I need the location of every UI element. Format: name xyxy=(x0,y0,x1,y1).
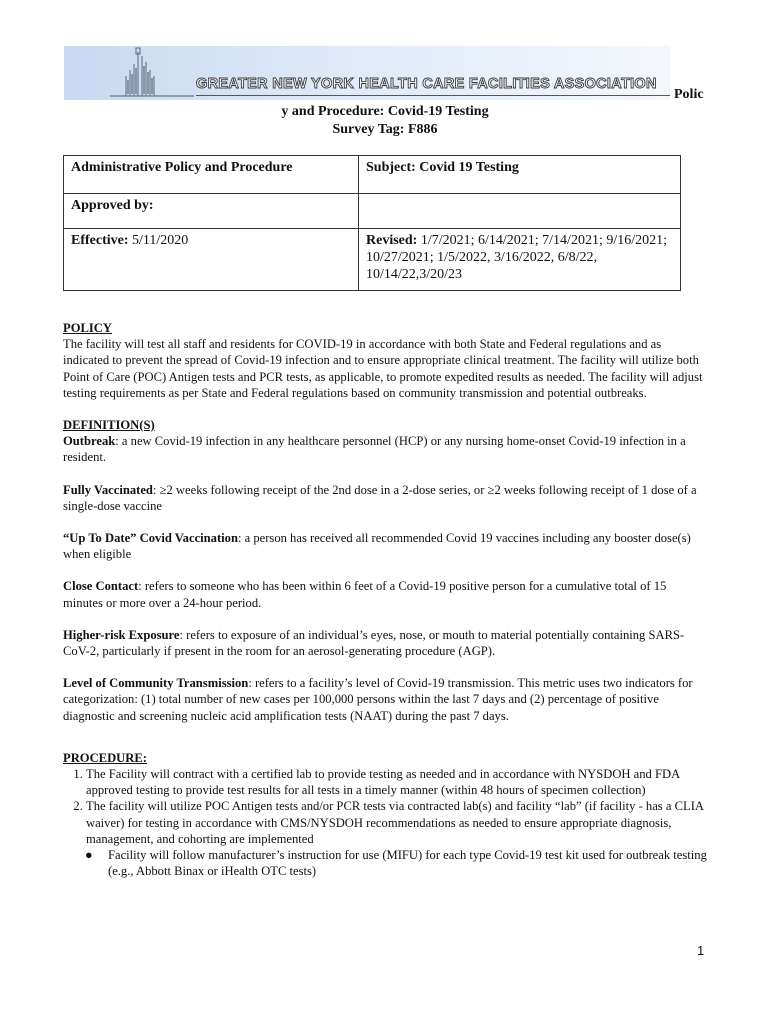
page-number: 1 xyxy=(697,943,705,958)
table-cell xyxy=(359,194,681,229)
bullet-text: Facility will follow manufacturer’s instruction for use (MIFU) for each type Covid-19 test kit used for outbreak testing (e.g., Abbott Binax or iHealth OTC tests) xyxy=(108,848,707,879)
list-item: 1. The Facility will contract with a certified lab to provide testing as needed and in accordance with NYSDOH and FDA approved testing to provide test results for all tests in a timely manner (within 48 hours of specimen collection) xyxy=(86,766,709,798)
definition-text: : refers to exposure of an individual’s eyes, nose, or mouth to material potentially containing SARS-CoV-2, particularly if present in the room for an aerosol-generating procedure (AGP). xyxy=(63,627,685,659)
definition-text: : ≥2 weeks following receipt of the 2nd dose in a 2-dose series, or ≥2 weeks following receipt of 1 dose of a single-dose vaccine xyxy=(63,482,697,513)
definition-item xyxy=(63,675,709,724)
definition-item xyxy=(63,627,709,659)
logo-text: GREATER NEW YORK HEALTH CARE FACILITIES ASSOCIATION xyxy=(196,76,657,92)
document-body xyxy=(63,320,709,879)
revised-label: Revised: xyxy=(366,233,418,248)
definition-item xyxy=(63,530,709,562)
definition-term: Close Contact xyxy=(63,579,139,594)
definition-text: : a new Covid-19 infection in any healthcare personnel (HCP) or any nursing home-onset Covid-19 infection in a resident. xyxy=(63,434,686,465)
definition-text: : refers to someone who has been within 6 feet of a Covid-19 positive person for a cumulative total of 15 minutes or more over a 24-hour period. xyxy=(63,579,667,610)
definition-term: Fully Vaccinated xyxy=(63,482,153,497)
definition-term: Higher-risk Exposure xyxy=(63,627,180,642)
definition-text: : a person has received all recommended Covid 19 vaccines including any booster dose(s) when eligible xyxy=(63,531,691,562)
logo-rule xyxy=(196,95,670,96)
document-title: y and Procedure: Covid-19 Testing xyxy=(281,104,489,119)
table-cell xyxy=(64,229,359,291)
definition-term: “Up To Date” Covid Vaccination xyxy=(63,531,238,546)
table-cell xyxy=(64,156,359,194)
definition-item xyxy=(63,433,709,465)
skyline-logo-icon xyxy=(64,46,194,100)
table-cell xyxy=(64,194,359,229)
definition-text: : refers to a facility’s level of Covid-19 transmission. This metric uses two indicators for categorization: (1) total number of new cases per 100,000 persons within the last 7 days and (2) percentage of positive diagnostic and screening nucleic acid amplification tests (NAAT) during the past 7 days. xyxy=(63,676,693,723)
policy-heading: POLICY xyxy=(63,321,112,335)
survey-tag: Survey Tag: F886 xyxy=(332,122,438,137)
association-logo xyxy=(64,46,670,100)
table-cell xyxy=(359,229,681,291)
definition-item xyxy=(63,578,709,610)
table-row xyxy=(64,229,681,291)
policy-header-table xyxy=(63,155,681,291)
list-item: 2. The facility will utilize POC Antigen tests and/or PCR tests via contracted lab(s) and facility “lab” (if facility - has a CLIA waiver) for testing in accordance with CMS/NYSDOH recommendations as needed to ensure appropriate diagnosis, management, and cohorting are implemented xyxy=(86,798,709,847)
bullet-icon: ● xyxy=(85,848,93,863)
table-cell xyxy=(359,156,681,194)
approved-by-label: Approved by: xyxy=(71,198,154,213)
policy-text: The facility will test all staff and residents for COVID-19 in accordance with both State and Federal regulations and as indicated to prevent the spread of Covid-19 infection and to ensure appropriate clinical treatment. The facility will utilize both Point of Care (POC) Antigen tests and PCR tests, as applicable, to promote expedited results as needed. The facility will adjust testing requirements as per State and Federal regulations based on community transmission and potential outbreaks. xyxy=(63,337,703,400)
definitions-heading: DEFINITION(S) xyxy=(63,418,155,433)
table-row xyxy=(64,194,681,229)
table-row xyxy=(64,156,681,194)
policy-type: Administrative Policy and Procedure xyxy=(71,160,293,175)
revised-dates: 1/7/2021; 6/14/2021; 7/14/2021; 9/16/2021; 10/27/2021; 1/5/2022, 3/16/2022, 6/8/22, 10/14/22,3/20/23 xyxy=(366,233,668,282)
procedure-bullets xyxy=(63,847,709,879)
definition-term: Level of Community Transmission xyxy=(63,676,249,691)
definition-term: Outbreak xyxy=(63,434,116,449)
definition-item xyxy=(63,482,709,514)
list-item xyxy=(85,847,709,879)
effective-label: Effective: xyxy=(71,233,129,248)
subject: Subject: Covid 19 Testing xyxy=(366,160,519,175)
procedure-heading: PROCEDURE: xyxy=(63,750,147,765)
effective-date: 5/11/2020 xyxy=(128,233,189,248)
procedure-list xyxy=(63,766,709,847)
title-tail: Polic xyxy=(674,87,704,102)
